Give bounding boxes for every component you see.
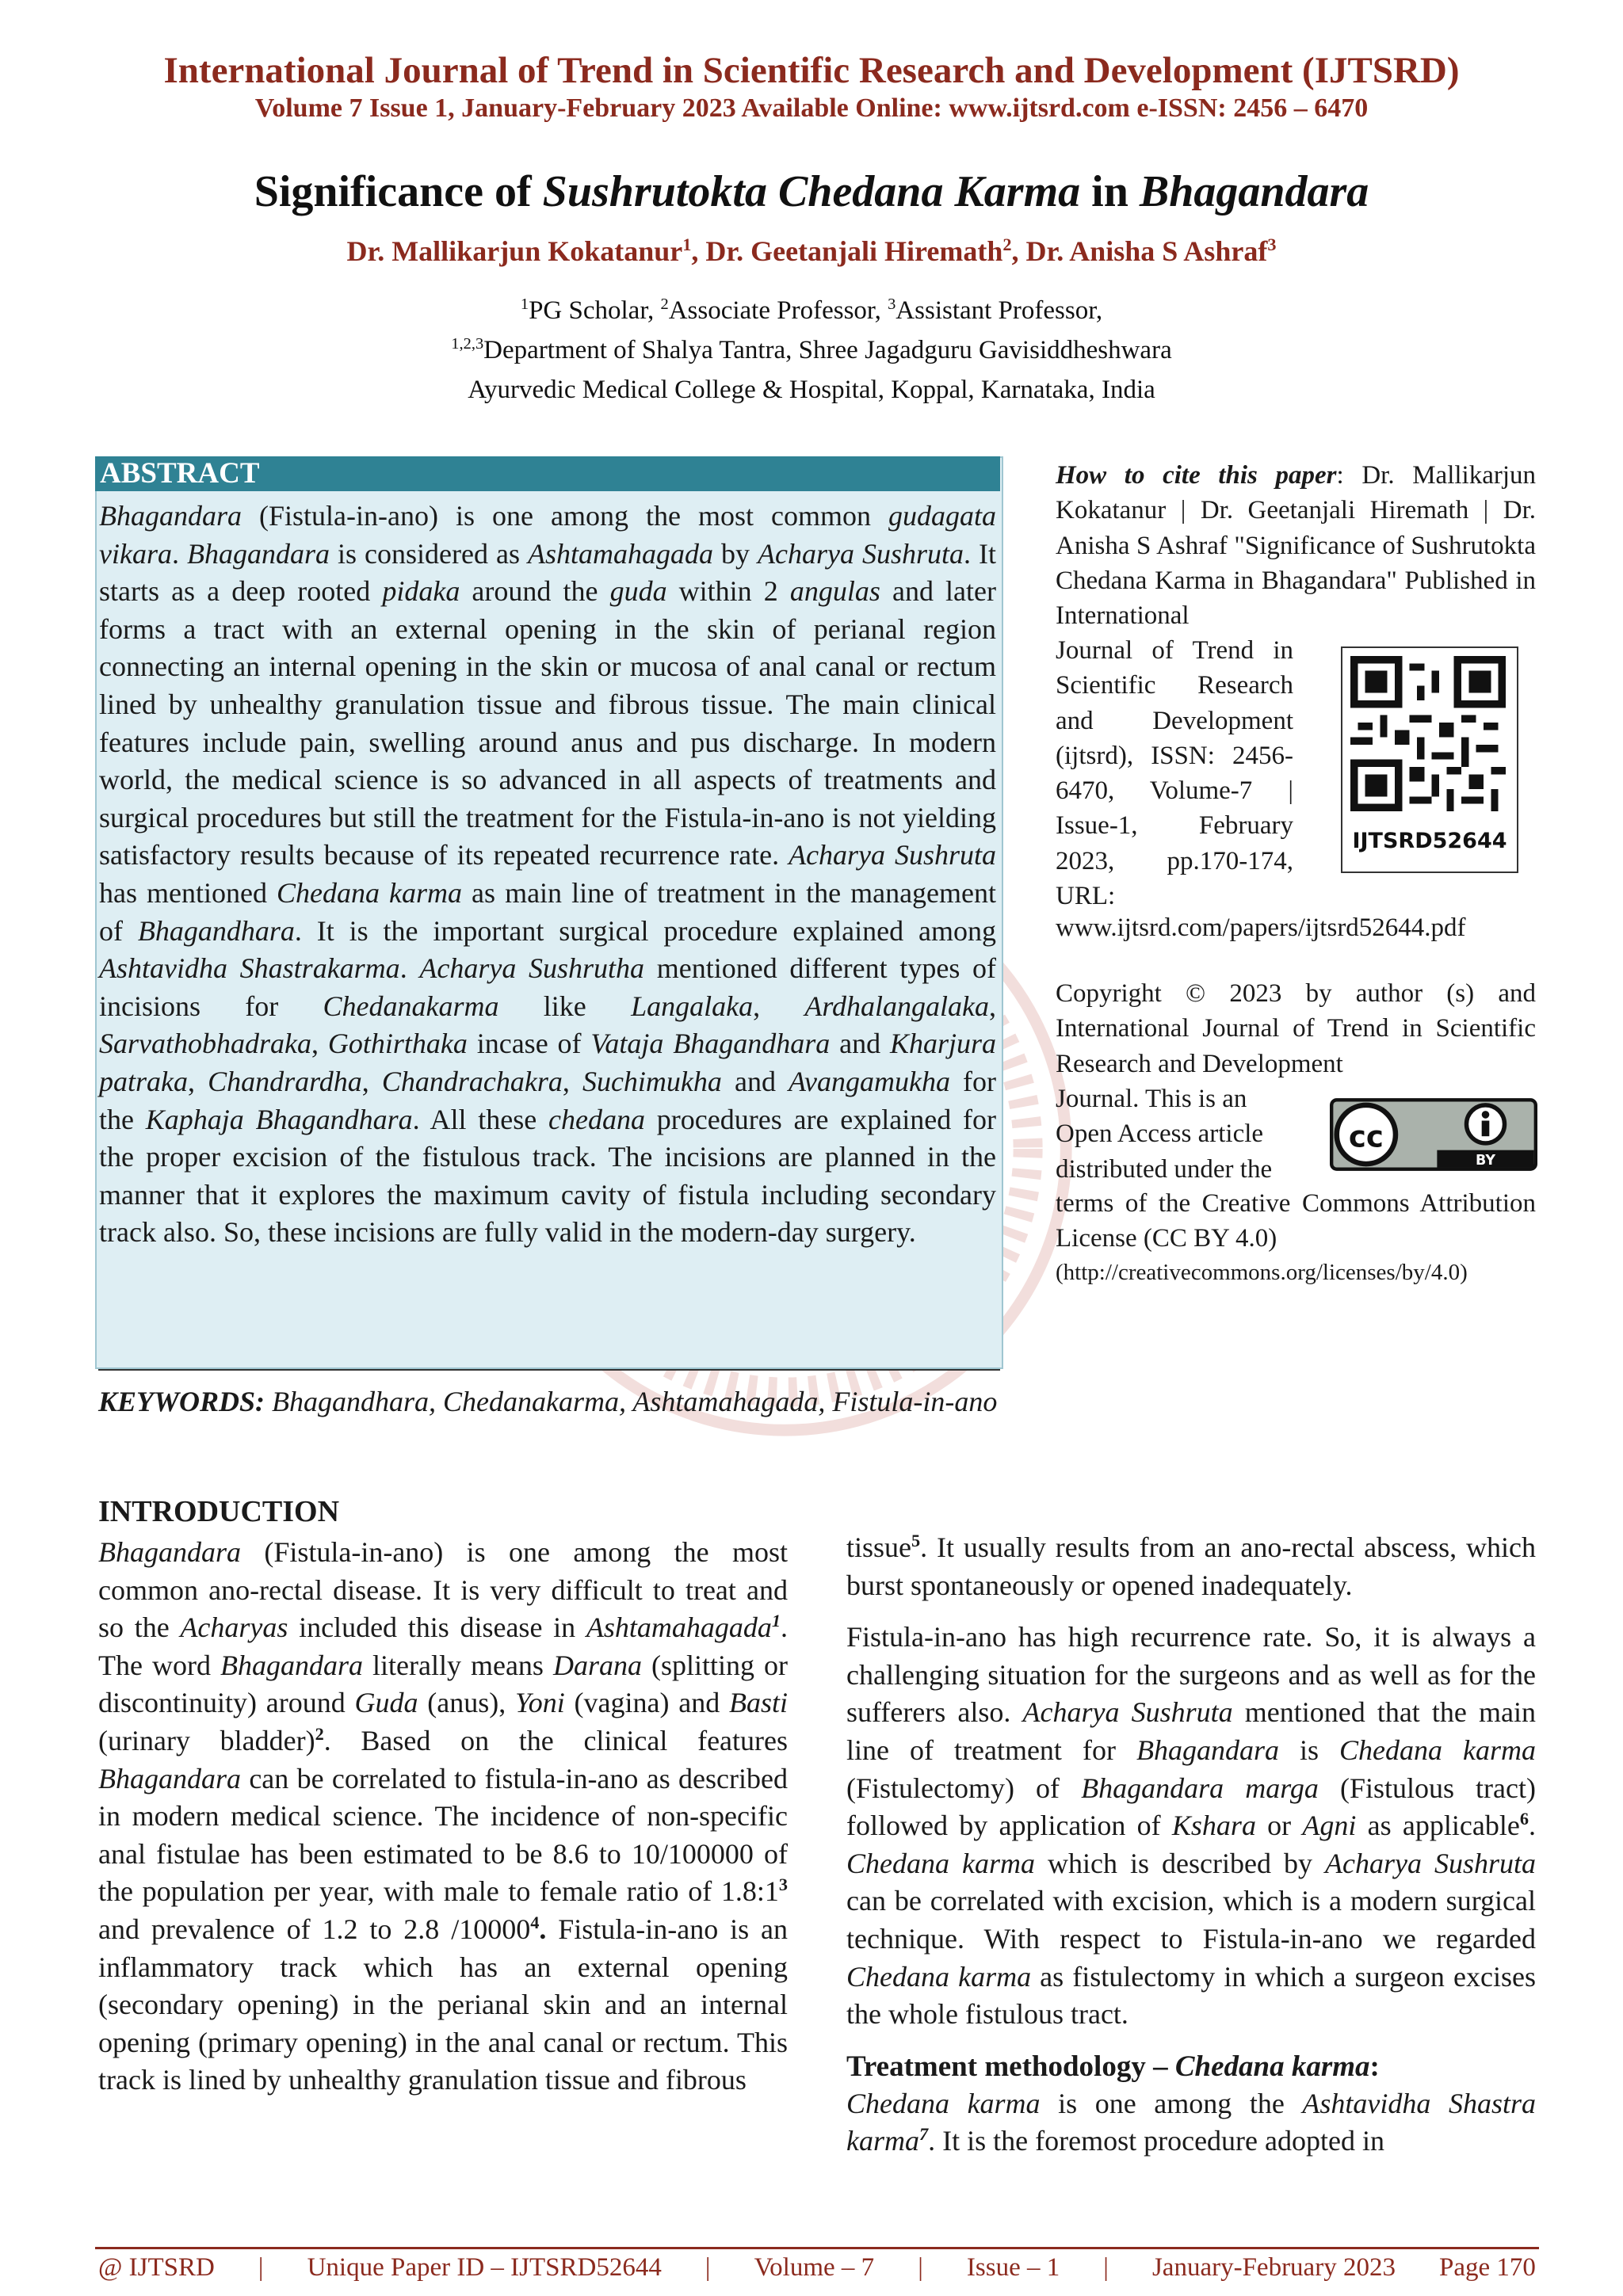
affiliation-roles: $^1$PG Scholar, $^2$Associate Professor, $^3$Assistant Professor, [520, 296, 1103, 325]
footer-sep: | [918, 2253, 923, 2282]
treatment-methodology-heading: Treatment methodology – Chedana karma: [846, 2050, 1380, 2083]
introduction-text: Bhagandara (Fistula-in-ano) is one among the most common ano-rectal disease. It is very difficult to treat and so the Acharyas included this disease in Ashtamahagada$^1$. The word Bhagandara literally means Darana (splitting or discontinuity) around Guda (anus), Yoni (vagina) and Basti (urinary bladder)$^2$. Based on the clinical features Bhagandara can be correlated to fistula-in-ano as described in modern medical science. The incidence of non-specific anal fistulae has been estimated to be 8.6 to 10/100000 of the population per year, with male to female ratio of $1.8:1^3$ and prevalence of 1.2 to 2.8 /10000$^4$. Fistula-in-ano is an inflammatory track which has an external opening (secondary opening) in the perianal skin and an internal opening (primary opening) in the anal canal or rectum. This track is lined by unhealthy granulation tissue and fibrous [98, 1536, 789, 2096]
right-column-text: tissue$^5$. It usually results from an ano-rectal abscess, which burst spontaneously or opened inadequately. Fistula-in-ano has high recurrence rate. So, it is always a challenging situation for the surgeons and as well as for the sufferers also. Acharya Sushruta mentioned that the main line of treatment for Bhagandara is Chedana karma (Fistulectomy) of Bhagandara marga (Fistulous tract) followed by application of Kshara or Agni as applicable$^6$. Chedana karma which is described by Acharya Sushruta can be correlated with excision, which is a modern surgical technique. With respect to Fistula-in-ano we regarded Chedana karma as fistulectomy in which a surgeon excises the whole fistulous tract. Treatment methodology – Chedana karma: Chedana karma is one among the Ashtavidha Shastra karma$^7$. It is the foremost procedure adopted in [846, 1531, 1536, 2157]
abstract-text: Bhagandara (Fistula-in-ano) is one among the most common gudagata vikara. Bhagandara is considered as Ashtamahagada by Acharya Sushruta. It starts as a deep rooted pidaka around the guda within 2 angulas and later forms a tract with an external opening in the skin of perianal region connecting an internal opening in the skin or mucosa of anal canal or rectum lined by unhealthy granulation tissue and fibrous tissue. The main clinical features include pain, swelling around anus and pus discharge. In modern world, the medical science is so advanced in all aspects of treatments and surgical procedures but still the treatment for the Fistula-in-ano is not yielding satisfactory results because of its repeated recurrence rate. Acharya Sushruta has mentioned Chedana karma as main line of treatment in the management of Bhagandhara. It is the important surgical procedure explained among Ashtavidha Shastrakarma. Acharya Sushrutha mentioned different types of incisions for Chedanakarma like Langalaka, Ardhalangalaka, Sarvathobhadraka, Gothirthaka incase of Vataja Bhagandhara and Kharjura patraka, Chandrardha, Chandrachakra, Suchimukha and Avangamukha for the Kaphaja Bhagandhara. All these chedana procedures are explained for the proper excision of the fistulous track. The incisions are planned in the manner that it explores the maximum cavity of fistula including secondary track also. So, these incisions are fully valid in the modern-day surgery. [99, 500, 997, 1249]
qr-code-icon[interactable] [1350, 656, 1506, 811]
abstract-heading: ABSTRACT [95, 456, 1000, 491]
footer-sep: | [1103, 2253, 1109, 2282]
introduction-heading: INTRODUCTION [98, 1495, 340, 1528]
affiliation-institution: Ayurvedic Medical College & Hospital, Koppal, Karnataka, India [468, 376, 1155, 404]
affiliation-department: $^{1,2,3}$Department of Shalya Tantra, Shree Jagadguru Gavisiddheshwara [451, 335, 1172, 364]
citation-url[interactable]: www.ijtsrd.com/papers/ijtsrd52644.pdf [1056, 913, 1466, 942]
svg-text:BY: BY [1476, 1153, 1495, 1169]
footer-volume: Volume – 7 [754, 2253, 875, 2282]
svg-text:cc: cc [1348, 1119, 1384, 1154]
footer-date: January-February 2023 [1151, 2253, 1396, 2282]
copyright-license: terms of the Creative Commons Attribution License (CC BY 4.0) [1056, 1189, 1536, 1253]
cc-by-license-icon[interactable] [1330, 1098, 1537, 1171]
footer-sep: | [258, 2253, 264, 2282]
paper-title: Significance of Sushrutokta Chedana Karma in Bhagandara [254, 167, 1369, 216]
journal-subtitle: Volume 7 Issue 1, January-February 2023 Available Online: www.ijtsrd.com e-ISSN: 2456 – 6470 [254, 93, 1369, 123]
citation-text: How to cite this paper: Dr. Mallikarjun Kokatanur | Dr. Geetanjali Hiremath | Dr. Anisha S Ashraf "Significance of Sushrutokta Chedana Karma in Bhagandara" Published in International [1056, 461, 1537, 631]
footer-copyright: @ IJTSRD [98, 2253, 215, 2282]
footer-issue: Issue – 1 [966, 2253, 1060, 2282]
footer-sep: | [705, 2253, 711, 2282]
qr-paper-id: IJTSRD52644 [1352, 829, 1507, 853]
citation-details: Journal of Trend in Scientific Research and Development (ijtsrd), ISSN: 2456-6470, Volume-7 | Issue-1, February 2023, pp.170-174, URL: [1056, 636, 1293, 911]
footer-paper-id: Unique Paper ID – IJTSRD52644 [307, 2253, 662, 2282]
page-footer [98, 2253, 1536, 2283]
journal-title: International Journal of Trend in Scientific Research and Development (IJTSRD) [163, 50, 1460, 91]
keywords: KEYWORDS: Bhagandhara, Chedanakarma, Ashtamahagada, Fistula-in-ano [98, 1386, 998, 1417]
license-url[interactable]: (http://creativecommons.org/licenses/by/4.0) [1056, 1260, 1468, 1285]
copyright-text: Copyright © 2023 by author (s) and International Journal of Trend in Scientific Research and Development [1056, 979, 1536, 1078]
authors: Dr. Mallikarjun Kokatanur$^1$, Dr. Geetanjali Hiremath$^2$, Dr. Anisha S Ashraf$^3$ [346, 235, 1277, 267]
keywords-rule [98, 1369, 1000, 1371]
copyright-open-access: Journal. This is an Open Access article distributed under the [1056, 1085, 1273, 1184]
footer-rule [95, 2247, 1539, 2249]
footer-page: Page 170 [1439, 2253, 1536, 2282]
